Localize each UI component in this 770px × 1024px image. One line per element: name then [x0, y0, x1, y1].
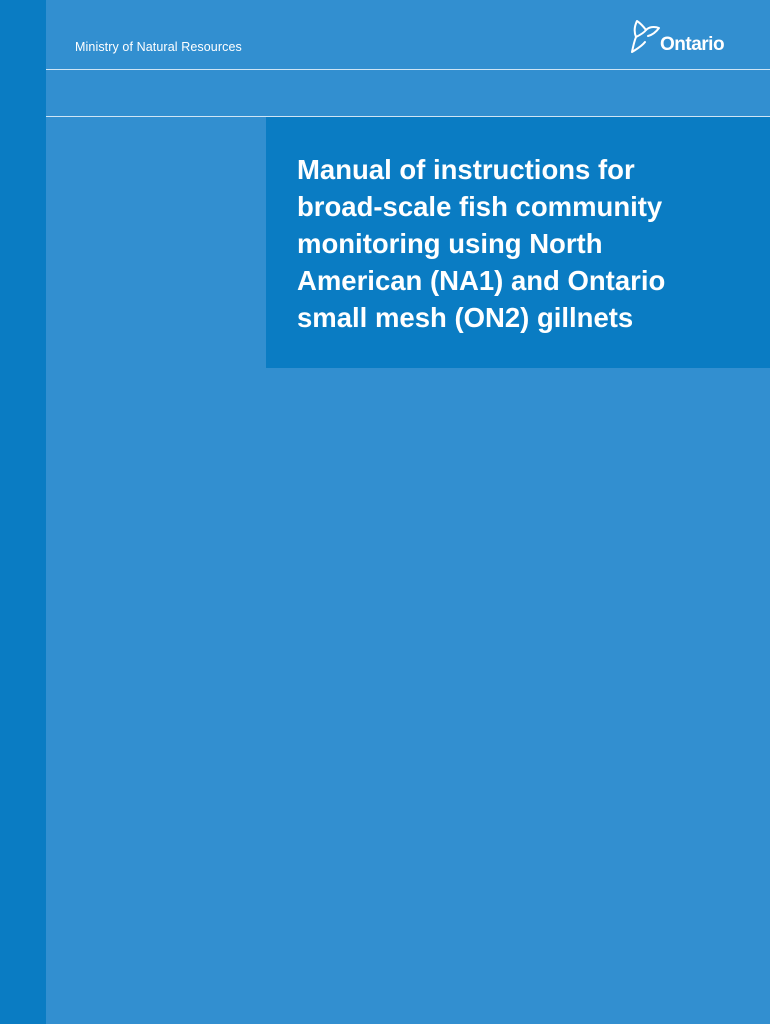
- document-title: Manual of instructions for broad-scale fish community monitoring using North American (NA1) and Ontario small mesh (ON2) gillnets: [297, 154, 666, 333]
- header-divider-top: [46, 69, 770, 70]
- ontario-logo: [628, 18, 738, 58]
- left-color-strip: [0, 0, 46, 1024]
- trillium-icon: [628, 18, 664, 58]
- title-panel: [266, 117, 770, 368]
- ministry-name: Ministry of Natural Resources: [75, 40, 242, 54]
- logo-wordmark: Ontario: [660, 34, 725, 55]
